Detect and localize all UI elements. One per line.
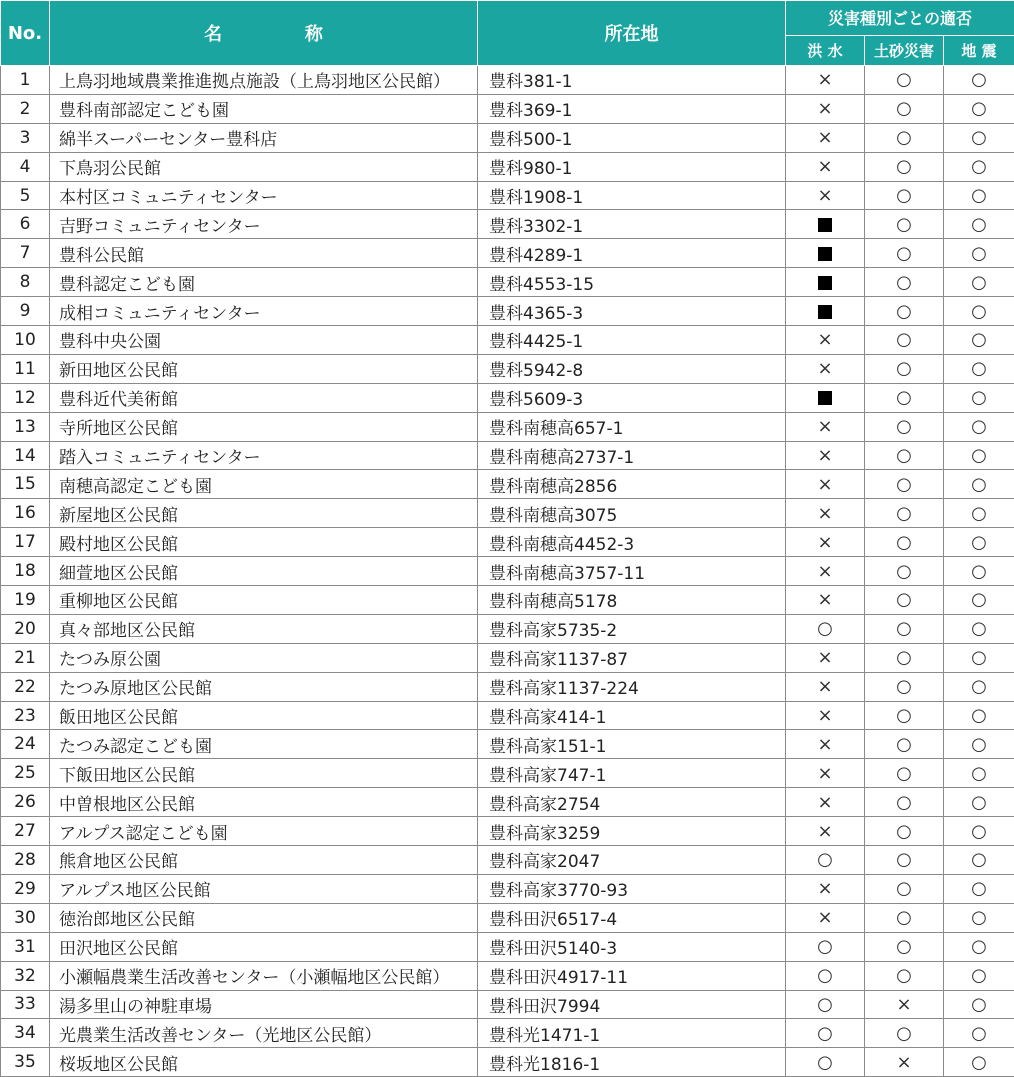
flood-status: × bbox=[786, 701, 865, 730]
landslide-status: ○ bbox=[865, 152, 944, 181]
table-row bbox=[1, 383, 1014, 412]
landslide-status: × bbox=[865, 990, 944, 1019]
flood-status: × bbox=[786, 874, 865, 903]
earthquake-status: ○ bbox=[944, 643, 1014, 672]
facility-name: 真々部地区公民館 bbox=[50, 614, 478, 643]
facility-name: アルプス地区公民館 bbox=[50, 874, 478, 903]
facility-address: 豊科光1816-1 bbox=[478, 1048, 786, 1077]
earthquake-status: ○ bbox=[944, 66, 1014, 95]
earthquake-status: ○ bbox=[944, 817, 1014, 846]
header-name-label: 名 称 bbox=[172, 24, 356, 45]
row-number: 5 bbox=[1, 181, 50, 210]
flood-status: × bbox=[786, 817, 865, 846]
landslide-status: ○ bbox=[865, 903, 944, 932]
table-row bbox=[1, 557, 1014, 586]
table-body bbox=[1, 66, 1014, 1077]
earthquake-status: ○ bbox=[944, 152, 1014, 181]
landslide-status: ○ bbox=[865, 441, 944, 470]
facility-address: 豊科381-1 bbox=[478, 66, 786, 95]
landslide-status: ○ bbox=[865, 874, 944, 903]
row-number: 26 bbox=[1, 788, 50, 817]
table-row bbox=[1, 846, 1014, 875]
earthquake-status: ○ bbox=[944, 123, 1014, 152]
table-row bbox=[1, 268, 1014, 297]
row-number: 10 bbox=[1, 326, 50, 355]
facility-address: 豊科田沢4917-11 bbox=[478, 961, 786, 990]
flood-status: × bbox=[786, 759, 865, 788]
facility-address: 豊科南穂高2737-1 bbox=[478, 441, 786, 470]
row-number: 28 bbox=[1, 846, 50, 875]
landslide-status: ○ bbox=[865, 586, 944, 615]
facility-name: 細萱地区公民館 bbox=[50, 557, 478, 586]
table-row bbox=[1, 152, 1014, 181]
facility-address: 豊科369-1 bbox=[478, 94, 786, 123]
earthquake-status: ○ bbox=[944, 1019, 1014, 1048]
landslide-status: ○ bbox=[865, 1019, 944, 1048]
flood-status: × bbox=[786, 412, 865, 441]
earthquake-status: ○ bbox=[944, 441, 1014, 470]
table-row bbox=[1, 1048, 1014, 1077]
flood-status: × bbox=[786, 557, 865, 586]
header-landslide: 土砂災害 bbox=[865, 35, 944, 65]
header-earthquake: 地 震 bbox=[944, 35, 1014, 65]
landslide-status: ○ bbox=[865, 528, 944, 557]
flood-status: × bbox=[786, 903, 865, 932]
landslide-status: ○ bbox=[865, 499, 944, 528]
row-number: 13 bbox=[1, 412, 50, 441]
row-number: 30 bbox=[1, 903, 50, 932]
landslide-status: ○ bbox=[865, 94, 944, 123]
earthquake-status: ○ bbox=[944, 268, 1014, 297]
table-row bbox=[1, 354, 1014, 383]
earthquake-status: ○ bbox=[944, 874, 1014, 903]
earthquake-status: ○ bbox=[944, 181, 1014, 210]
landslide-status: ○ bbox=[865, 846, 944, 875]
row-number: 15 bbox=[1, 470, 50, 499]
flood-status: × bbox=[786, 94, 865, 123]
row-number: 25 bbox=[1, 759, 50, 788]
landslide-status: ○ bbox=[865, 326, 944, 355]
table-row bbox=[1, 701, 1014, 730]
landslide-status: ○ bbox=[865, 470, 944, 499]
earthquake-status: ○ bbox=[944, 672, 1014, 701]
table-row bbox=[1, 672, 1014, 701]
table-row bbox=[1, 239, 1014, 268]
facility-address: 豊科南穂高3075 bbox=[478, 499, 786, 528]
table-row bbox=[1, 903, 1014, 932]
row-number: 18 bbox=[1, 557, 50, 586]
facility-address: 豊科3302-1 bbox=[478, 210, 786, 239]
facility-name: 寺所地区公民館 bbox=[50, 412, 478, 441]
table-row bbox=[1, 94, 1014, 123]
flood-status bbox=[786, 297, 865, 326]
row-number: 16 bbox=[1, 499, 50, 528]
earthquake-status: ○ bbox=[944, 614, 1014, 643]
flood-status: × bbox=[786, 66, 865, 95]
row-number: 35 bbox=[1, 1048, 50, 1077]
flood-status: × bbox=[786, 326, 865, 355]
earthquake-status: ○ bbox=[944, 297, 1014, 326]
facility-name: 湯多里山の神駐車場 bbox=[50, 990, 478, 1019]
facility-name: 中曽根地区公民館 bbox=[50, 788, 478, 817]
landslide-status: ○ bbox=[865, 961, 944, 990]
table-row bbox=[1, 297, 1014, 326]
flood-status: × bbox=[786, 643, 865, 672]
earthquake-status: ○ bbox=[944, 1048, 1014, 1077]
row-number: 6 bbox=[1, 210, 50, 239]
facility-name: 重柳地区公民館 bbox=[50, 586, 478, 615]
row-number: 32 bbox=[1, 961, 50, 990]
earthquake-status: ○ bbox=[944, 383, 1014, 412]
earthquake-status: ○ bbox=[944, 210, 1014, 239]
facility-address: 豊科南穂高4452-3 bbox=[478, 528, 786, 557]
landslide-status: ○ bbox=[865, 788, 944, 817]
earthquake-status: ○ bbox=[944, 730, 1014, 759]
facility-address: 豊科980-1 bbox=[478, 152, 786, 181]
table-row bbox=[1, 874, 1014, 903]
table-row bbox=[1, 441, 1014, 470]
facility-name: 小瀬幅農業生活改善センター（小瀬幅地区公民館） bbox=[50, 961, 478, 990]
earthquake-status: ○ bbox=[944, 846, 1014, 875]
flood-status bbox=[786, 210, 865, 239]
facility-name: たつみ原地区公民館 bbox=[50, 672, 478, 701]
earthquake-status: ○ bbox=[944, 759, 1014, 788]
landslide-status: ○ bbox=[865, 268, 944, 297]
filled-square-icon bbox=[818, 305, 832, 319]
facility-name: 豊科認定こども園 bbox=[50, 268, 478, 297]
table-row bbox=[1, 817, 1014, 846]
row-number: 7 bbox=[1, 239, 50, 268]
facility-address: 豊科5609-3 bbox=[478, 383, 786, 412]
facility-address: 豊科南穂高657-1 bbox=[478, 412, 786, 441]
landslide-status: ○ bbox=[865, 297, 944, 326]
facility-name: 飯田地区公民館 bbox=[50, 701, 478, 730]
table-row bbox=[1, 730, 1014, 759]
landslide-status: ○ bbox=[865, 239, 944, 268]
landslide-status: ○ bbox=[865, 354, 944, 383]
facility-address: 豊科高家3259 bbox=[478, 817, 786, 846]
flood-status: ○ bbox=[786, 990, 865, 1019]
row-number: 27 bbox=[1, 817, 50, 846]
facility-address: 豊科高家151-1 bbox=[478, 730, 786, 759]
header-flood: 洪 水 bbox=[786, 35, 865, 65]
facility-name: 綿半スーパーセンター豊科店 bbox=[50, 123, 478, 152]
header-name bbox=[50, 1, 478, 66]
facility-name: 豊科中央公園 bbox=[50, 326, 478, 355]
earthquake-status: ○ bbox=[944, 354, 1014, 383]
row-number: 2 bbox=[1, 94, 50, 123]
facility-name: たつみ原公園 bbox=[50, 643, 478, 672]
facility-address: 豊科光1471-1 bbox=[478, 1019, 786, 1048]
landslide-status: ○ bbox=[865, 817, 944, 846]
facility-name: 光農業生活改善センター（光地区公民館） bbox=[50, 1019, 478, 1048]
filled-square-icon bbox=[818, 218, 832, 232]
table-row bbox=[1, 470, 1014, 499]
flood-status: × bbox=[786, 470, 865, 499]
table-row bbox=[1, 586, 1014, 615]
earthquake-status: ○ bbox=[944, 499, 1014, 528]
flood-status: × bbox=[786, 788, 865, 817]
facility-name: 成相コミュニティセンター bbox=[50, 297, 478, 326]
landslide-status: ○ bbox=[865, 557, 944, 586]
facility-name: 豊科近代美術館 bbox=[50, 383, 478, 412]
row-number: 14 bbox=[1, 441, 50, 470]
facility-address: 豊科高家5735-2 bbox=[478, 614, 786, 643]
facility-address: 豊科高家1137-87 bbox=[478, 643, 786, 672]
facility-address: 豊科4425-1 bbox=[478, 326, 786, 355]
landslide-status: ○ bbox=[865, 759, 944, 788]
row-number: 1 bbox=[1, 66, 50, 95]
flood-status: × bbox=[786, 528, 865, 557]
flood-status: × bbox=[786, 354, 865, 383]
filled-square-icon bbox=[818, 276, 832, 290]
flood-status: × bbox=[786, 181, 865, 210]
landslide-status: × bbox=[865, 1048, 944, 1077]
landslide-status: ○ bbox=[865, 123, 944, 152]
row-number: 17 bbox=[1, 528, 50, 557]
header-no: No. bbox=[1, 1, 50, 66]
table-row bbox=[1, 961, 1014, 990]
facility-address: 豊科南穂高5178 bbox=[478, 586, 786, 615]
row-number: 24 bbox=[1, 730, 50, 759]
landslide-status: ○ bbox=[865, 412, 944, 441]
facility-name: 殿村地区公民館 bbox=[50, 528, 478, 557]
table-row bbox=[1, 614, 1014, 643]
facility-address: 豊科5942-8 bbox=[478, 354, 786, 383]
table-row bbox=[1, 326, 1014, 355]
landslide-status: ○ bbox=[865, 730, 944, 759]
table-header bbox=[1, 1, 1014, 66]
facility-name: 下鳥羽公民館 bbox=[50, 152, 478, 181]
flood-status: × bbox=[786, 123, 865, 152]
earthquake-status: ○ bbox=[944, 961, 1014, 990]
flood-status: × bbox=[786, 672, 865, 701]
landslide-status: ○ bbox=[865, 672, 944, 701]
table-row bbox=[1, 123, 1014, 152]
facility-address: 豊科4289-1 bbox=[478, 239, 786, 268]
header-address: 所在地 bbox=[478, 1, 786, 66]
facility-address: 豊科高家1137-224 bbox=[478, 672, 786, 701]
flood-status: × bbox=[786, 586, 865, 615]
filled-square-icon bbox=[818, 247, 832, 261]
row-number: 12 bbox=[1, 383, 50, 412]
facility-address: 豊科田沢6517-4 bbox=[478, 903, 786, 932]
table-row bbox=[1, 932, 1014, 961]
earthquake-status: ○ bbox=[944, 990, 1014, 1019]
flood-status: ○ bbox=[786, 1048, 865, 1077]
table-row bbox=[1, 499, 1014, 528]
row-number: 33 bbox=[1, 990, 50, 1019]
earthquake-status: ○ bbox=[944, 412, 1014, 441]
facility-address: 豊科高家2754 bbox=[478, 788, 786, 817]
filled-square-icon bbox=[818, 391, 832, 405]
landslide-status: ○ bbox=[865, 66, 944, 95]
facility-address: 豊科1908-1 bbox=[478, 181, 786, 210]
table-row bbox=[1, 181, 1014, 210]
earthquake-status: ○ bbox=[944, 557, 1014, 586]
flood-status: × bbox=[786, 441, 865, 470]
row-number: 9 bbox=[1, 297, 50, 326]
table-row bbox=[1, 528, 1014, 557]
flood-status: × bbox=[786, 730, 865, 759]
earthquake-status: ○ bbox=[944, 788, 1014, 817]
facility-name: 豊科公民館 bbox=[50, 239, 478, 268]
earthquake-status: ○ bbox=[944, 239, 1014, 268]
flood-status: ○ bbox=[786, 932, 865, 961]
facility-name: 新屋地区公民館 bbox=[50, 499, 478, 528]
facility-name: たつみ認定こども園 bbox=[50, 730, 478, 759]
facility-address: 豊科4553-15 bbox=[478, 268, 786, 297]
facility-address: 豊科田沢5140-3 bbox=[478, 932, 786, 961]
facility-name: 徳治郎地区公民館 bbox=[50, 903, 478, 932]
facility-address: 豊科南穂高2856 bbox=[478, 470, 786, 499]
landslide-status: ○ bbox=[865, 181, 944, 210]
facility-name: 新田地区公民館 bbox=[50, 354, 478, 383]
table-row bbox=[1, 210, 1014, 239]
facility-name: 上鳥羽地域農業推進拠点施設（上鳥羽地区公民館） bbox=[50, 66, 478, 95]
facility-name: 下飯田地区公民館 bbox=[50, 759, 478, 788]
flood-status: ○ bbox=[786, 614, 865, 643]
row-number: 11 bbox=[1, 354, 50, 383]
facility-address: 豊科南穂高3757-11 bbox=[478, 557, 786, 586]
row-number: 19 bbox=[1, 586, 50, 615]
landslide-status: ○ bbox=[865, 383, 944, 412]
facility-address: 豊科高家414-1 bbox=[478, 701, 786, 730]
row-number: 20 bbox=[1, 614, 50, 643]
row-number: 29 bbox=[1, 874, 50, 903]
facility-address: 豊科高家2047 bbox=[478, 846, 786, 875]
facility-name: 吉野コミュニティセンター bbox=[50, 210, 478, 239]
facility-name: 田沢地区公民館 bbox=[50, 932, 478, 961]
facility-name: 本村区コミュニティセンター bbox=[50, 181, 478, 210]
table-row bbox=[1, 412, 1014, 441]
landslide-status: ○ bbox=[865, 210, 944, 239]
facility-address: 豊科高家3770-93 bbox=[478, 874, 786, 903]
landslide-status: ○ bbox=[865, 643, 944, 672]
row-number: 21 bbox=[1, 643, 50, 672]
flood-status bbox=[786, 383, 865, 412]
earthquake-status: ○ bbox=[944, 326, 1014, 355]
flood-status: ○ bbox=[786, 961, 865, 990]
facility-address: 豊科田沢7994 bbox=[478, 990, 786, 1019]
row-number: 22 bbox=[1, 672, 50, 701]
flood-status bbox=[786, 268, 865, 297]
row-number: 8 bbox=[1, 268, 50, 297]
earthquake-status: ○ bbox=[944, 701, 1014, 730]
landslide-status: ○ bbox=[865, 614, 944, 643]
facility-address: 豊科500-1 bbox=[478, 123, 786, 152]
table-row bbox=[1, 643, 1014, 672]
facility-name: 南穂高認定こども園 bbox=[50, 470, 478, 499]
table-row bbox=[1, 66, 1014, 95]
row-number: 4 bbox=[1, 152, 50, 181]
earthquake-status: ○ bbox=[944, 932, 1014, 961]
earthquake-status: ○ bbox=[944, 586, 1014, 615]
flood-status: × bbox=[786, 152, 865, 181]
flood-status: ○ bbox=[786, 1019, 865, 1048]
earthquake-status: ○ bbox=[944, 94, 1014, 123]
landslide-status: ○ bbox=[865, 701, 944, 730]
flood-status: × bbox=[786, 499, 865, 528]
facility-name: 踏入コミュニティセンター bbox=[50, 441, 478, 470]
earthquake-status: ○ bbox=[944, 903, 1014, 932]
earthquake-status: ○ bbox=[944, 528, 1014, 557]
flood-status bbox=[786, 239, 865, 268]
facility-address: 豊科高家747-1 bbox=[478, 759, 786, 788]
facility-name: アルプス認定こども園 bbox=[50, 817, 478, 846]
row-number: 23 bbox=[1, 701, 50, 730]
facility-name: 豊科南部認定こども園 bbox=[50, 94, 478, 123]
facility-name: 熊倉地区公民館 bbox=[50, 846, 478, 875]
table-row bbox=[1, 788, 1014, 817]
table-row bbox=[1, 759, 1014, 788]
landslide-status: ○ bbox=[865, 932, 944, 961]
table-row bbox=[1, 1019, 1014, 1048]
row-number: 34 bbox=[1, 1019, 50, 1048]
table-row bbox=[1, 990, 1014, 1019]
flood-status: ○ bbox=[786, 846, 865, 875]
facility-address: 豊科4365-3 bbox=[478, 297, 786, 326]
row-number: 3 bbox=[1, 123, 50, 152]
earthquake-status: ○ bbox=[944, 470, 1014, 499]
facility-name: 桜坂地区公民館 bbox=[50, 1048, 478, 1077]
header-suitability: 災害種別ごとの適否 bbox=[786, 1, 1014, 36]
row-number: 31 bbox=[1, 932, 50, 961]
